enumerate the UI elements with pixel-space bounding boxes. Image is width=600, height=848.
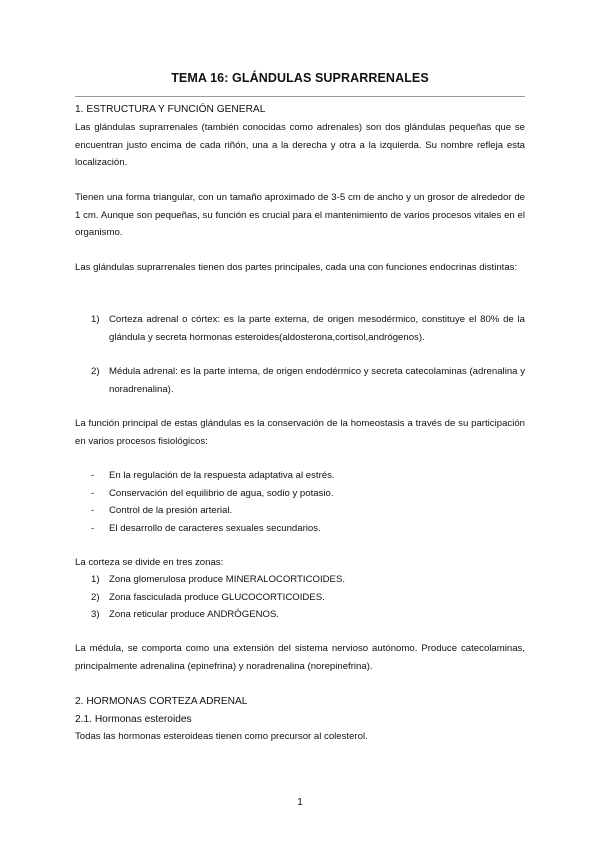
paragraph: Las glándulas suprarrenales tienen dos partes principales, cada una con funciones endocrinas distintas: <box>75 262 518 273</box>
list-item: El desarrollo de caracteres sexuales secundarios. <box>109 523 321 534</box>
title-divider <box>75 96 525 97</box>
paragraph: Todas las hormonas esteroideas tienen como precursor al colesterol. <box>75 731 368 742</box>
list-number: 2) <box>91 592 100 603</box>
list-item: Conservación del equilibrio de agua, sodio y potasio. <box>109 488 334 499</box>
paragraph: La médula, se comporta como una extensión del sistema nervioso autónomo. Produce catecolaminas, principalmente adrenalina (epinefrina) y noradrenalina (norepinefrina). <box>75 643 525 672</box>
page-title: TEMA 16: GLÁNDULAS SUPRARRENALES <box>171 71 429 85</box>
list-item: Zona reticular produce ANDRÓGENOS. <box>109 609 280 620</box>
list-number: 2) <box>91 366 100 377</box>
section-2-1-heading: 2.1. Hormonas esteroides <box>75 714 192 725</box>
page-number: 1 <box>297 797 303 808</box>
list-item: Zona glomerulosa produce MINERALOCORTICOIDES. <box>109 574 346 585</box>
list-number: 1) <box>91 314 100 325</box>
list-item: Médula adrenal: es la parte interna, de origen endodérmico y secreta catecolaminas (adrenalina y noradrenalina). <box>109 366 525 395</box>
list-dash: - <box>91 488 95 499</box>
list-dash: - <box>91 523 95 534</box>
paragraph: Tienen una forma triangular, con un tamaño aproximado de 3-5 cm de ancho y un grosor de alrededor de 1 cm. Aunque son pequeñas, su función es crucial para el mantenimiento de varios procesos vitales en el organismo. <box>75 192 525 238</box>
paragraph: La corteza se divide en tres zonas: <box>75 557 224 568</box>
list-item: Corteza adrenal o córtex: es la parte externa, de origen mesodérmico, constituye el 80% de la glándula y secreta hormonas esteroides(aldosterona,cortisol,andrógenos). <box>109 314 525 343</box>
list-dash: - <box>91 470 95 481</box>
list-number: 1) <box>91 574 100 585</box>
list-item: En la regulación de la respuesta adaptativa al estrés. <box>109 470 335 481</box>
list-number: 3) <box>91 609 100 620</box>
section-2-heading: 2. HORMONAS CORTEZA ADRENAL <box>75 696 248 707</box>
paragraph: La función principal de estas glándulas es la conservación de la homeostasis a través de su participación en varios procesos fisiológicos: <box>75 418 525 447</box>
list-dash: - <box>91 505 95 516</box>
section-1-heading: 1. ESTRUCTURA Y FUNCIÓN GENERAL <box>75 104 266 115</box>
paragraph: Las glándulas suprarrenales (también conocidas como adrenales) son dos glándulas pequeñas que se encuentran justo encima de cada riñón, una a la derecha y otra a la izquierda. Su nombre refleja esta localización. <box>75 122 525 168</box>
list-item: Control de la presión arterial. <box>109 505 233 516</box>
list-item: Zona fasciculada produce GLUCOCORTICOIDES. <box>109 592 325 603</box>
